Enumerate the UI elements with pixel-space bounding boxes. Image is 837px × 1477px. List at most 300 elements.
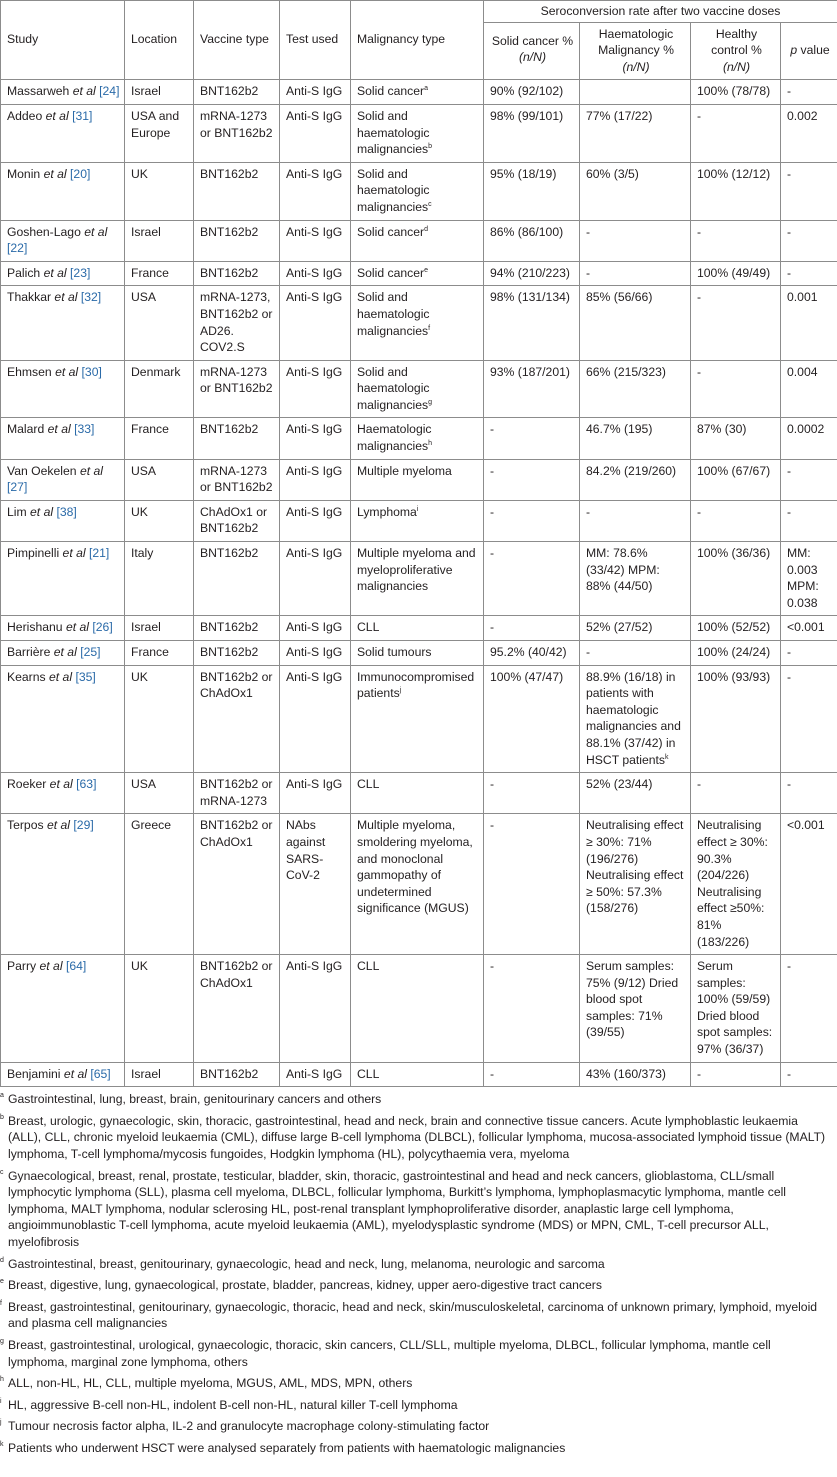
study-reference-link[interactable]: [21] <box>88 546 110 561</box>
study-author: Palich <box>7 265 41 280</box>
study-reference-link[interactable]: [24] <box>99 84 120 99</box>
footnote-item <box>0 1373 837 1395</box>
cell-study <box>1 641 125 666</box>
cell-haematologic <box>580 459 691 500</box>
cell-malignancy-type <box>351 616 484 641</box>
study-reference-link[interactable]: [38] <box>56 504 77 519</box>
study-reference-link[interactable]: [22] <box>7 241 28 256</box>
healthy-control-value: - <box>697 1066 702 1081</box>
study-author: Van Oekelen <box>7 463 77 478</box>
healthy-control-value: - <box>697 364 702 379</box>
test-text: Anti-S IgG <box>286 1066 343 1081</box>
cell-location <box>125 616 194 641</box>
location-text: UK <box>131 504 148 519</box>
cell-solid-cancer <box>484 459 580 500</box>
study-et-al: et al <box>51 290 78 305</box>
healthy-control-value: 100% (93/93) <box>697 669 771 684</box>
haematologic-value: 66% (215/323) <box>586 364 666 379</box>
healthy-control-value: 100% (78/78) <box>697 84 771 99</box>
cell-solid-cancer <box>484 220 580 261</box>
cell-malignancy-type <box>351 459 484 500</box>
cell-study <box>1 220 125 261</box>
cell-malignancy-type <box>351 286 484 360</box>
cell-malignancy-type <box>351 1062 484 1087</box>
table-row <box>1 500 837 541</box>
study-author: Benjamini <box>7 1066 61 1081</box>
haematologic-value: Neutralising effect ≥ 30%: 71% (196/276) Neutralising effect ≥ 50%: 57.3% (158/276) <box>586 818 684 916</box>
cell-study <box>1 1062 125 1087</box>
location-text: Israel <box>131 1066 161 1081</box>
malignancy-text: Solid cancer <box>357 84 425 99</box>
cell-vaccine-type <box>194 616 280 641</box>
malignancy-footnote-mark: g <box>428 398 433 406</box>
cell-location <box>125 1062 194 1087</box>
cell-haematologic <box>580 1062 691 1087</box>
cell-study <box>1 80 125 105</box>
haematologic-value: - <box>586 224 591 239</box>
study-reference-link[interactable]: [35] <box>75 669 96 684</box>
cell-healthy-control <box>691 542 781 616</box>
vaccine-text: BNT162b2 <box>200 546 259 561</box>
p-value: - <box>787 645 792 659</box>
cell-test-used <box>280 360 351 418</box>
cell-location <box>125 104 194 162</box>
vaccine-text: BNT162b2 or ChAdOx1 <box>200 959 273 990</box>
malignancy-text: Multiple myeloma <box>357 463 452 478</box>
header-p-value <box>781 22 837 80</box>
cell-healthy-control <box>691 500 781 541</box>
p-value: 0.004 <box>787 364 818 379</box>
table-row <box>1 542 837 616</box>
cell-p-value <box>781 418 837 459</box>
footnote-text: Breast, gastrointestinal, urological, gynaecologic, thoracic, skin cancers, CLL/SLL, multiple myeloma, DLBCL, follicular lymphoma, mantle cell lymphoma, marginal zone lymphoma, others <box>8 1337 771 1369</box>
location-text: Denmark <box>131 364 181 379</box>
malignancy-footnote-mark: e <box>424 266 428 274</box>
vaccine-text: BNT162b2 <box>200 84 259 99</box>
healthy-control-value: 100% (67/67) <box>697 463 771 478</box>
cell-location <box>125 286 194 360</box>
vaccine-text: BNT162b2 <box>200 265 259 280</box>
footnote-item <box>0 1254 837 1276</box>
p-value: - <box>787 959 792 974</box>
cell-malignancy-type <box>351 814 484 955</box>
solid-cancer-value: - <box>490 422 495 437</box>
study-reference-link[interactable]: [29] <box>73 818 94 833</box>
cell-test-used <box>280 641 351 666</box>
study-et-al: et al <box>43 818 71 833</box>
solid-cancer-value: 95% (18/19) <box>490 166 557 181</box>
study-reference-link[interactable]: [20] <box>70 166 91 181</box>
study-et-al: et al <box>59 546 86 561</box>
study-reference-link[interactable]: [65] <box>90 1066 111 1081</box>
header-vaccine-type: Vaccine type <box>194 1 280 80</box>
cell-malignancy-type <box>351 261 484 286</box>
footnote-text: Gastrointestinal, lung, breast, brain, genitourinary cancers and others <box>8 1092 382 1107</box>
haematologic-value: 46.7% (195) <box>586 422 653 437</box>
haematologic-value: 84.2% (219/260) <box>586 463 677 478</box>
header-p-italic: p <box>790 43 798 58</box>
header-haem-label-2: Malignancy % <box>598 43 674 58</box>
cell-study <box>1 104 125 162</box>
haematologic-value: 52% (27/52) <box>586 620 653 635</box>
footnote-item <box>0 1335 837 1373</box>
cell-solid-cancer <box>484 665 580 773</box>
test-text: Anti-S IgG <box>286 290 343 305</box>
cell-study <box>1 616 125 641</box>
cell-study <box>1 773 125 814</box>
healthy-control-value: 87% (30) <box>697 422 747 437</box>
footnote-mark: f <box>0 1299 2 1307</box>
study-reference-link[interactable]: [64] <box>65 959 87 974</box>
footnote-mark: b <box>0 1113 4 1121</box>
test-text: Anti-S IgG <box>286 422 343 437</box>
malignancy-text: Solid cancer <box>357 224 425 239</box>
study-author: Monin <box>7 166 41 181</box>
p-value: MM: 0.003 MPM: 0.038 <box>787 546 819 610</box>
cell-study <box>1 162 125 220</box>
healthy-control-value: - <box>697 504 702 519</box>
cell-solid-cancer <box>484 80 580 105</box>
table-row <box>1 104 837 162</box>
haematologic-value: - <box>586 645 591 659</box>
footnote-text: Breast, urologic, gynaecologic, skin, thoracic, gastrointestinal, head and neck, brain and connective tissue cancers. Acute lymphoblastic leukaemia (ALL), CLL, chronic myeloid leukaemia (CML), diffuse large B-cell lymphoma (DLBCL), follicular lymphoma, mucosa-associated lymphoid tissue (MALT) lymphoma, T-cell lymphoma/mycosis fungoides, Hodgkin lymphoma (HL), polycythaemia vera, myeloma <box>8 1113 826 1162</box>
vaccine-text: BNT162b2 <box>200 422 259 437</box>
header-malignancy-type: Malignancy type <box>351 1 484 80</box>
vaccine-text: BNT162b2 or ChAdOx1 <box>200 669 273 701</box>
test-text: Anti-S IgG <box>286 364 343 379</box>
solid-cancer-value: - <box>490 818 495 833</box>
test-text: Anti-S IgG <box>286 546 343 561</box>
solid-cancer-value: 90% (92/102) <box>490 84 564 99</box>
cell-solid-cancer <box>484 418 580 459</box>
malignancy-text: CLL <box>357 959 380 974</box>
test-text: NAbs against SARS-CoV-2 <box>286 818 326 883</box>
cell-haematologic <box>580 418 691 459</box>
cell-solid-cancer <box>484 955 580 1063</box>
cell-malignancy-type <box>351 773 484 814</box>
cell-p-value <box>781 360 837 418</box>
cell-location <box>125 500 194 541</box>
study-et-al: et al <box>36 959 63 974</box>
table-row <box>1 641 837 666</box>
cell-solid-cancer <box>484 814 580 955</box>
table-row <box>1 261 837 286</box>
footnote-text: Patients who underwent HSCT were analysed separately from patients with haematologic malignancies <box>8 1440 566 1455</box>
cell-healthy-control <box>691 773 781 814</box>
vaccine-text: mRNA-1273 or BNT162b2 <box>200 463 273 495</box>
header-solid-nn: (n/N) <box>518 50 547 65</box>
cell-study <box>1 955 125 1063</box>
cell-haematologic <box>580 360 691 418</box>
healthy-control-value: - <box>697 108 702 123</box>
cell-p-value <box>781 261 837 286</box>
healthy-control-value: Serum samples: 100% (59/59) Dried blood spot samples: 97% (36/37) <box>697 959 773 1057</box>
cell-p-value <box>781 104 837 162</box>
haematologic-value: 85% (56/66) <box>586 290 653 305</box>
cell-haematologic <box>580 641 691 666</box>
study-reference-link[interactable]: [30] <box>81 364 102 379</box>
study-author: Ehmsen <box>7 364 52 379</box>
location-text: Israel <box>131 84 161 99</box>
header-healthy-label-2: control % <box>711 43 762 58</box>
cell-haematologic <box>580 773 691 814</box>
cell-vaccine-type <box>194 814 280 955</box>
cell-healthy-control <box>691 641 781 666</box>
cell-test-used <box>280 162 351 220</box>
solid-cancer-value: - <box>490 504 495 519</box>
vaccine-text: mRNA-1273 or BNT162b2 <box>200 364 273 396</box>
header-test-used: Test used <box>280 1 351 80</box>
solid-cancer-value: - <box>490 463 495 478</box>
solid-cancer-value: 98% (131/134) <box>490 290 570 305</box>
p-value: - <box>787 224 792 239</box>
haematologic-value: 77% (17/22) <box>586 108 653 123</box>
footnote-mark: a <box>0 1092 4 1100</box>
cell-p-value <box>781 459 837 500</box>
header-p-suffix: value <box>797 43 830 58</box>
study-reference-link[interactable]: [27] <box>7 480 28 495</box>
vaccine-text: BNT162b2 <box>200 645 259 659</box>
healthy-control-value: 100% (49/49) <box>697 265 771 280</box>
test-text: Anti-S IgG <box>286 645 343 659</box>
table-row <box>1 955 837 1063</box>
cell-malignancy-type <box>351 418 484 459</box>
header-haem-label-1: Haematologic <box>598 26 674 41</box>
cell-location <box>125 773 194 814</box>
footnote-mark: d <box>0 1256 4 1264</box>
cell-p-value <box>781 220 837 261</box>
cell-solid-cancer <box>484 104 580 162</box>
cell-malignancy-type <box>351 665 484 773</box>
cell-p-value <box>781 1062 837 1087</box>
haematologic-value: 52% (23/44) <box>586 777 653 792</box>
footnote-mark: g <box>0 1337 4 1345</box>
test-text: Anti-S IgG <box>286 959 343 974</box>
p-value: - <box>787 669 792 684</box>
footnote-text: Breast, digestive, lung, gynaecological, prostate, bladder, pancreas, kidney, upper aero-digestive tract cancers <box>8 1278 602 1293</box>
header-healthy-nn: (n/N) <box>722 59 751 74</box>
p-value: - <box>787 463 792 478</box>
footnote-item <box>0 1416 837 1438</box>
cell-study <box>1 459 125 500</box>
table-row <box>1 459 837 500</box>
cell-solid-cancer <box>484 542 580 616</box>
test-text: Anti-S IgG <box>286 620 343 635</box>
study-et-al: et al <box>46 777 73 792</box>
cell-haematologic <box>580 542 691 616</box>
cell-haematologic <box>580 814 691 955</box>
cell-test-used <box>280 459 351 500</box>
healthy-control-value: Neutralising effect ≥ 30%: 90.3% (204/226) Neutralising effect ≥50%: 81% (183/226) <box>697 818 768 949</box>
cell-p-value <box>781 286 837 360</box>
study-author: Parry <box>7 959 37 974</box>
test-text: Anti-S IgG <box>286 84 343 99</box>
healthy-control-value: - <box>697 777 702 792</box>
cell-malignancy-type <box>351 542 484 616</box>
malignancy-text: Haematologic malignancies <box>357 422 432 454</box>
healthy-control-value: 100% (24/24) <box>697 645 771 659</box>
malignancy-text: Solid and haematologic malignancies <box>357 290 430 338</box>
malignancy-footnote-mark: a <box>424 85 428 93</box>
header-seroconversion-group: Seroconversion rate after two vaccine doses <box>484 1 837 23</box>
malignancy-footnote-mark: b <box>428 143 433 151</box>
footnote-mark: j <box>0 1419 2 1427</box>
cell-vaccine-type <box>194 80 280 105</box>
cell-location <box>125 80 194 105</box>
study-et-al: et al <box>80 224 108 239</box>
table-row <box>1 814 837 955</box>
cell-solid-cancer <box>484 641 580 666</box>
cell-vaccine-type <box>194 542 280 616</box>
cell-vaccine-type <box>194 220 280 261</box>
cell-healthy-control <box>691 665 781 773</box>
study-reference-link[interactable]: [33] <box>74 422 95 437</box>
haematologic-value: MM: 78.6% (33/42) MPM: 88% (44/50) <box>586 546 660 594</box>
cell-study <box>1 286 125 360</box>
study-author: Massarweh <box>7 84 70 99</box>
study-reference-link[interactable]: [23] <box>70 265 91 280</box>
cell-malignancy-type <box>351 360 484 418</box>
vaccine-text: ChAdOx1 or BNT162b2 <box>200 504 268 536</box>
table-row <box>1 220 837 261</box>
footnote-item <box>0 1166 837 1254</box>
malignancy-text: Multiple myeloma, smoldering myeloma, and monoclonal gammopathy of undetermined significance (MGUS) <box>357 818 473 916</box>
cell-p-value <box>781 665 837 773</box>
cell-vaccine-type <box>194 665 280 773</box>
solid-cancer-value: - <box>490 959 495 974</box>
vaccine-text: BNT162b2 <box>200 224 259 239</box>
cell-malignancy-type <box>351 955 484 1063</box>
study-author: Herishanu <box>7 620 63 635</box>
header-haematologic <box>580 22 691 80</box>
cell-haematologic <box>580 500 691 541</box>
study-reference-link[interactable]: [32] <box>80 290 102 305</box>
cell-healthy-control <box>691 616 781 641</box>
cell-test-used <box>280 104 351 162</box>
solid-cancer-value: 93% (187/201) <box>490 364 570 379</box>
location-text: USA <box>131 463 157 478</box>
location-text: UK <box>131 669 148 684</box>
cell-location <box>125 641 194 666</box>
p-value: - <box>787 1066 792 1081</box>
study-author: Malard <box>7 422 45 437</box>
malignancy-footnote-mark: d <box>424 225 428 233</box>
study-et-al: et al <box>60 1066 87 1081</box>
cell-haematologic <box>580 955 691 1063</box>
study-reference-link[interactable]: [26] <box>92 620 113 635</box>
cell-healthy-control <box>691 162 781 220</box>
malignancy-text: Solid and haematologic malignancies <box>357 108 430 157</box>
malignancy-text: Multiple myeloma and myeloproliferative malignancies <box>357 546 476 594</box>
cell-p-value <box>781 773 837 814</box>
solid-cancer-value: - <box>490 620 495 635</box>
solid-cancer-value: 94% (210/223) <box>490 265 570 280</box>
cell-malignancy-type <box>351 220 484 261</box>
table-body <box>1 80 837 1087</box>
test-text: Anti-S IgG <box>286 166 343 181</box>
footnote-mark: i <box>0 1397 2 1405</box>
test-text: Anti-S IgG <box>286 108 343 123</box>
footnote-item <box>0 1297 837 1335</box>
cell-location <box>125 162 194 220</box>
solid-cancer-value: 98% (99/101) <box>490 108 564 123</box>
test-text: Anti-S IgG <box>286 504 343 519</box>
location-text: USA <box>131 290 157 305</box>
healthy-control-value: - <box>697 224 702 239</box>
cell-location <box>125 955 194 1063</box>
cell-vaccine-type <box>194 286 280 360</box>
cell-solid-cancer <box>484 773 580 814</box>
cell-p-value <box>781 616 837 641</box>
cell-healthy-control <box>691 261 781 286</box>
haematologic-value: - <box>586 504 591 519</box>
study-reference-link[interactable]: [25] <box>80 645 101 659</box>
study-reference-link[interactable]: [63] <box>76 777 97 792</box>
location-text: France <box>131 645 169 659</box>
p-value: - <box>787 504 792 519</box>
location-text: France <box>131 422 169 437</box>
study-et-al: et al <box>40 265 67 280</box>
table-row <box>1 1062 837 1087</box>
cell-study <box>1 261 125 286</box>
cell-vaccine-type <box>194 641 280 666</box>
solid-cancer-value: 95.2% (40/42) <box>490 645 567 659</box>
test-text: Anti-S IgG <box>286 669 343 684</box>
header-study: Study <box>1 1 125 80</box>
study-author: Terpos <box>7 818 44 833</box>
cell-p-value <box>781 814 837 955</box>
healthy-control-value: - <box>697 290 702 305</box>
test-text: Anti-S IgG <box>286 463 343 478</box>
malignancy-footnote-mark: h <box>428 440 433 447</box>
cell-p-value <box>781 162 837 220</box>
p-value: 0.002 <box>787 108 818 123</box>
location-text: UK <box>131 959 148 974</box>
study-reference-link[interactable]: [31] <box>72 108 93 123</box>
header-haem-nn: (n/N) <box>622 59 650 74</box>
footnote-text: Gastrointestinal, breast, genitourinary, gynaecologic, head and neck, lung, melanoma, neurologic and sarcoma <box>8 1256 605 1271</box>
footnote-mark: c <box>0 1168 4 1176</box>
study-author: Roeker <box>7 777 47 792</box>
cell-vaccine-type <box>194 104 280 162</box>
cell-haematologic <box>580 104 691 162</box>
location-text: France <box>131 265 169 280</box>
cell-malignancy-type <box>351 80 484 105</box>
cell-test-used <box>280 616 351 641</box>
cell-test-used <box>280 665 351 773</box>
malignancy-text: CLL <box>357 1066 380 1081</box>
cell-p-value <box>781 500 837 541</box>
footnote-item <box>0 1275 837 1297</box>
malignancy-text: Lymphoma <box>357 504 417 519</box>
header-solid-cancer <box>484 22 580 80</box>
location-text: Greece <box>131 818 171 833</box>
cell-healthy-control <box>691 360 781 418</box>
malignancy-footnote-mark: c <box>428 200 432 208</box>
cell-solid-cancer <box>484 500 580 541</box>
cell-location <box>125 542 194 616</box>
haematologic-value: 43% (160/373) <box>586 1066 666 1081</box>
cell-healthy-control <box>691 220 781 261</box>
cell-healthy-control <box>691 418 781 459</box>
cell-location <box>125 360 194 418</box>
study-et-al: et al <box>45 669 73 684</box>
vaccine-text: BNT162b2 or mRNA-1273 <box>200 777 273 808</box>
cell-solid-cancer <box>484 1062 580 1087</box>
haematologic-value: 88.9% (16/18) in patients with haematologic malignancies and 88.1% (37/42) in HSCT patients <box>586 669 681 767</box>
cell-malignancy-type <box>351 162 484 220</box>
cell-test-used <box>280 1062 351 1087</box>
